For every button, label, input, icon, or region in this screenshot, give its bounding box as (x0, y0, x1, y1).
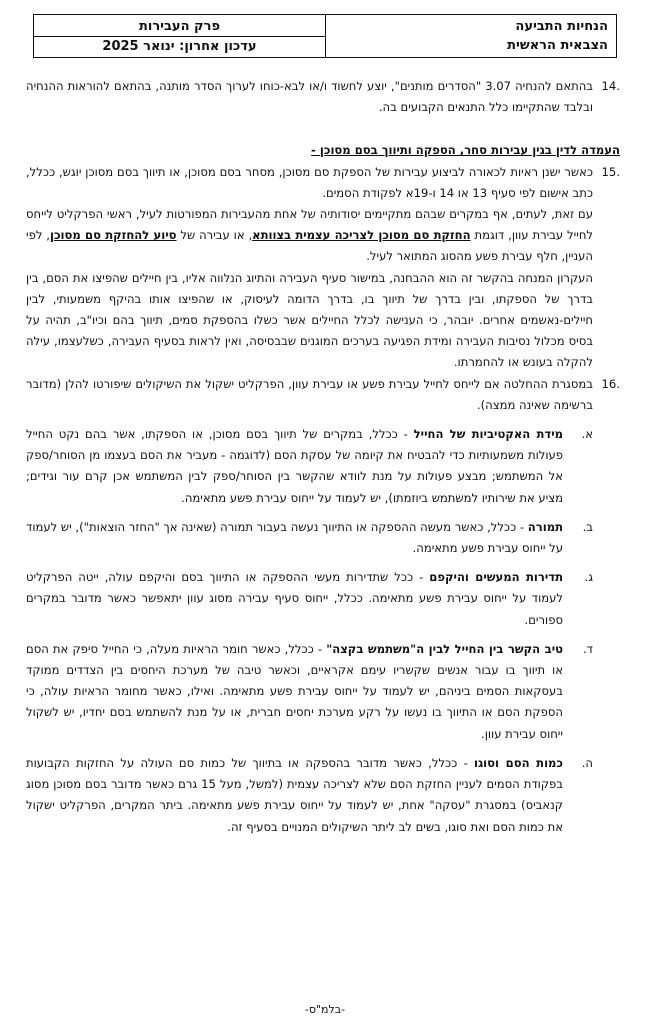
paragraph-number: .16 (601, 376, 620, 391)
text-run: , לפי העניין, חלף עבירת פשע מהסוג המתואר לעיל. (26, 228, 593, 264)
sub-item-text: - ככל שתדירות מעשי ההספקה או התיווך בסם והיקפם עולה, ייטה הפרקליט לעמוד על ייחוס עבירת פשע מתאימה. ככלל, ייחוס סעיף עבירה מסוג עוון יתאפשר כאשר מדובר במקרים ספורים. (26, 570, 563, 627)
sub-item-text: - ככלל, כאשר מדובר בהספקה או בתיווך של כמות סם העולה על החזקות הקבועות בפקודת הסמים לעניין החזקת הסם שלא לצריכה עצמית (למשל, מעל 15 גרם כאשר מדובר בסם מסוכן מסוג קנאביס) במסגרת "עסקה" אחת, יש לעמוד על ייחוס עבירת פשע מתאימה. ביתר המקרים, הפרקליט ישקול את כמות הסם ואת סוגו, בשים לב ליתר השיקולים המנויים בסעיף זה. (26, 755, 563, 834)
paragraph-15 (26, 162, 620, 204)
sub-item-text: - ככלל, במקרים של תיווך בסם מסוכן, או הספקתו, אשר בהם נקט החייל פעולות משמעותיות כדי להבטיח את קיומה של עסקת הסם (לדוגמה - מעביר את הסם בעצמו מן הסוחר/ספק אל המשתמש; מבצע פעולות על מנת לוודא שהקשר בין הסוחר/ספק לבין המשתמש אכן קרם עור וגידים; מציע את שירותיו למשתמש ביוזמתו), יש לעמוד על ייחוס עבירת פשע מתאימה. (26, 427, 563, 505)
sub-item-letter: ג. (584, 570, 593, 585)
header-right-cell (325, 15, 616, 57)
classification-footer: -בלמ"ס- (304, 1003, 346, 1016)
sub-item-title: טיב הקשר בין החייל לבין ה"משתמש בקצה" (326, 641, 563, 656)
sub-item-letter: ה. (581, 755, 593, 770)
section-title: העמדה לדין בגין עבירות סחר, הספקה ותיווך בסם מסוכן - (311, 143, 620, 158)
header-org-line2: הצבאית הראשית (507, 38, 608, 53)
header-left-cell (34, 15, 325, 57)
paragraph-text: במסגרת ההחלטה אם לייחס לחייל עבירת פשע או עבירת עוון, הפרקליט ישקול את השיקולים שיפורטו להלן (מדובר ברשימה שאינה ממצה). (26, 376, 593, 412)
paragraph-number: .15 (601, 164, 620, 179)
paragraph-15-continuation-1 (26, 204, 620, 268)
header-last-update: עדכון אחרון: ינואר 2025 (102, 39, 257, 54)
paragraph-16 (26, 374, 620, 416)
header-table (33, 14, 617, 58)
paragraph-number: .14 (601, 79, 620, 93)
paragraph-14 (26, 76, 620, 118)
text-run: עם זאת, לעתים, אף במקרים שבהם מתקיימים יסודותיה של אחת מהעבירות המפורטות לעיל, ראשי הפרקליט לייחס לחייל עבירת עוון, דוגמת (26, 207, 593, 243)
header-org-line1: הנחיות התביעה (515, 19, 608, 34)
header-chapter-title: פרק העבירות (34, 17, 325, 37)
sub-item-title: תמורה (527, 519, 563, 534)
paragraph-15-continuation-2: העקרון המנחה בהקשר זה הוא ההבחנה, במישור סעיף העבירה והתיוג הנלווה אליו, בין חיילים שהפיצו את הסם, בין בדרך של הספקתו, ובין בדרך של תיווך בו, בדרך הדומה לעיסוק, או שהפיצו אותו בהיקף משמעותי, לבין חיילים-נאשמים אחרים. יובהר, כי הענישה לכלל החיילים אשר כשלו בהספקת סמים, תיווך בהם וכיו"ב, תהיה על בסיס מכלול נסיבות העבירה ומידת הפגיעה בערכים המוגנים שבבסיסה, ואין לראות בסעיף העבירה, כשלעצמו, עילה להקלה בעונש או להחמרתו. (26, 270, 593, 370)
sub-item-letter: ב. (582, 519, 593, 534)
sub-item-letter: ד. (582, 641, 593, 656)
sub-item-a (26, 424, 593, 509)
sub-item-title: כמות הסם וסוגו (474, 755, 563, 770)
paragraph-text: בהתאם להנחיה 3.07 "הסדרים מותנים", יוצע לחשוד ו/או לבא-כוחו לערוך הסדר מותנה, בהתאם להוראות ההנחיה ובלבד שהתקיימו כלל התנאים הקבועים בה. (26, 79, 593, 115)
sub-item-text: - ככלל, כאשר מעשה ההספקה או התיווך נעשה בעבור תמורה (שאינה אך "החזר הוצאות"), יש לעמוד על ייחוס עבירת פשע מתאימה. (26, 519, 563, 556)
sub-item-b (26, 517, 593, 559)
sub-item-e (26, 753, 593, 838)
document-body (26, 76, 620, 838)
emphasis-run: סיוע להחזקת סם מסוכן (50, 228, 177, 243)
emphasis-run: החזקת סם מסוכן לצריכה עצמית בצוותא (252, 228, 471, 243)
sub-item-letter: א. (581, 427, 593, 442)
sub-item-title: תדירות המעשים והיקפם (429, 570, 563, 585)
sub-item-c (26, 567, 593, 631)
text-run: , או עבירה של (176, 228, 253, 243)
paragraph-text: כאשר ישנן ראיות לכאורה לביצוע עבירות של הספקת סם מסוכן, מסחר בסם מסוכן, או תיווך בסם מסוכן יוגש, ככלל, כתב אישום לפי סעיף 13 או 14 ו-19א לפקודת הסמים. (26, 164, 593, 200)
sub-item-title: מידת האקטיביות של החייל (413, 427, 563, 442)
sub-item-text: - ככלל, כאשר חומר הראיות מעלה, כי החייל סיפק את הסם או תיווך בו עבור אנשים שקשריו עימם אקראיים, וכאשר טיבה של מערכת היחסים בין הצדדים ממוקד בעסקאות הסמים ביניהם, יש לעמוד על ייחוס עבירת פשע מתאימה. ואילו, כאשר מחומר הראיות עולה, כי הספקת הסם או התיווך בו נעשו על רקע מערכת יחסים חברית, או על מנת להשתמש בסם יחדיו, יש לשקול ייחוס עבירת עוון. (26, 641, 563, 741)
sub-item-d (26, 639, 593, 745)
